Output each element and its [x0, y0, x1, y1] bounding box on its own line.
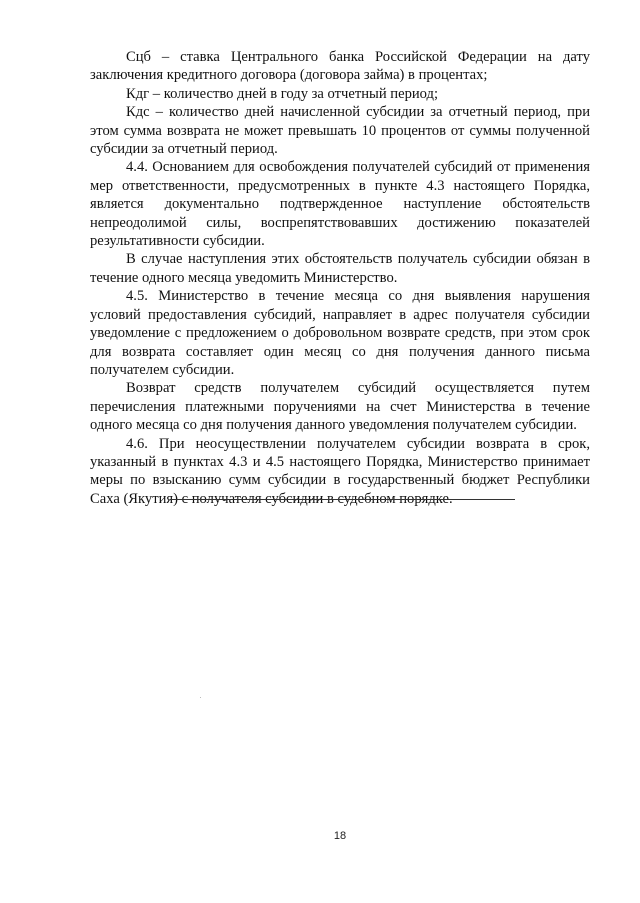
paragraph-refund-procedure: Возврат средств получателем субсидий осуществляется путем перечисления платежными поручениями на счет Министерства в течение одного месяца со дня получения данного уведомления получателем субсидии. [90, 380, 590, 434]
document-body [90, 48, 590, 508]
paragraph-kdg-definition: Кдг – количество дней в году за отчетный период; [126, 85, 439, 102]
paragraph-4-5: 4.5. Министерство в течение месяца со дня выявления нарушения условий предоставления субсидий, направляет в адрес получателя субсидии уведомление с предложением о добровольном возврате средств, при этом срок для возврата составляет один месяц со дня получения данного письма получателем субсидии. [90, 288, 590, 378]
paragraph-stsb-definition: Сцб – ставка Центрального банка Российской Федерации на дату заключения кредитного договора (договора займа) в процентах; [90, 49, 590, 84]
paragraph-force-majeure-notice: В случае наступления этих обстоятельств получатель субсидии обязан в течение одного месяца уведомить Министерство. [90, 251, 590, 286]
page-number: 18 [333, 830, 347, 842]
scan-speck [200, 697, 201, 698]
end-of-text-rule [170, 499, 515, 500]
paragraph-kds-definition: Кдс – количество дней начисленной субсидии за отчетный период, при этом сумма возврата не может превышать 10 процентов от суммы полученной субсидии за отчетный период. [90, 104, 590, 158]
paragraph-4-6: 4.6. При неосуществлении получателем субсидии возврата в срок, указанный в пунктах 4.3 и 4.5 настоящего Порядка, Министерство принимает меры по взысканию сумм субсидии в государственный бюджет Республики Саха (Якутия) с получателя субсидии в судебном порядке. [90, 435, 590, 507]
paragraph-4-4: 4.4. Основанием для освобождения получателей субсидий от применения мер ответственности, предусмотренных в пункте 4.3 настоящего Порядка, является документально подтвержденное наступление обстоятельств непреодолимой силы, воспрепятствовавших достижению показателей результативности субсидии. [90, 159, 590, 250]
